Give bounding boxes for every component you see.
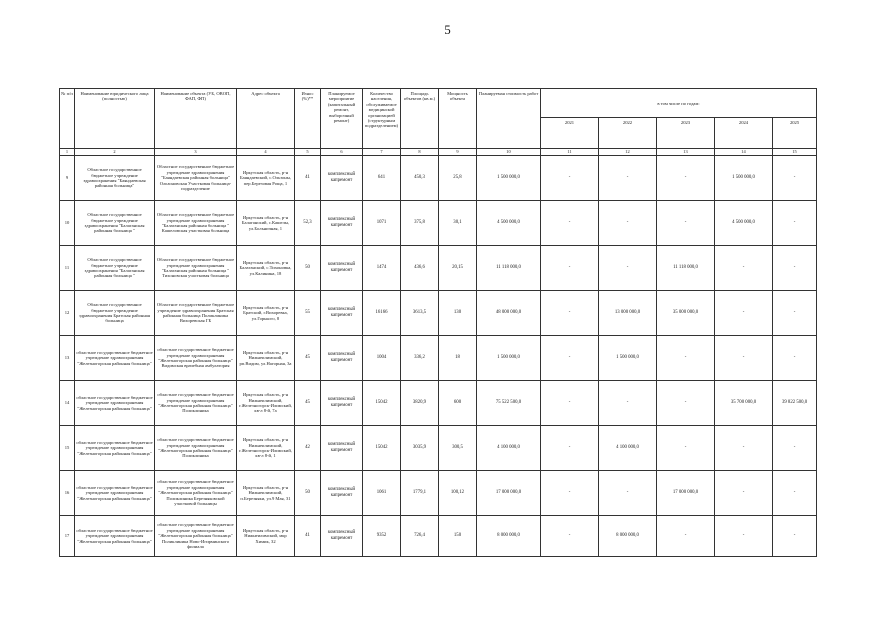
table-body <box>60 156 817 557</box>
cost-2021: - <box>541 246 599 291</box>
object-address: Иркутская область, р-н Нижнеилимский, г.Железногорск-Илимский, кв-л 8-й, 7а <box>237 381 295 426</box>
object-area: 3035,9 <box>401 426 439 471</box>
header-no: № п/п <box>60 89 75 149</box>
column-number: 8 <box>401 149 439 156</box>
header-measure: Планируемое мероприятие (капитальный ремонт, выборочный ремонт) <box>321 89 363 149</box>
column-number: 4 <box>237 149 295 156</box>
planned-cost: 4 100 000,0 <box>477 426 541 471</box>
cost-2021: - <box>541 291 599 336</box>
row-number: 14 <box>60 381 75 426</box>
planned-measure: комплексный капремонт <box>321 246 363 291</box>
object-name: Областное государственное бюджетное учреждение здравоохранения Братская районная больница Поликлиника Вихоревская ГБ <box>155 291 237 336</box>
row-number: 13 <box>60 336 75 381</box>
header-address: Адрес объекта <box>237 89 295 149</box>
column-number: 3 <box>155 149 237 156</box>
cost-2022: 4 100 000,0 <box>599 426 657 471</box>
object-area: 3820,9 <box>401 381 439 426</box>
cost-2023: 11 118 000,0 <box>657 246 715 291</box>
cost-2022: 13 000 000,0 <box>599 291 657 336</box>
column-number: 12 <box>599 149 657 156</box>
wear-percent: 42 <box>295 426 321 471</box>
entity-name: областное государственное бюджетное учреждение здравоохранения "Железногорская районная больница" <box>75 516 155 557</box>
wear-percent: 52,3 <box>295 201 321 246</box>
planned-measure: комплексный капремонт <box>321 156 363 201</box>
wear-percent: 45 <box>295 336 321 381</box>
table-row <box>60 381 817 426</box>
header-cost: Планируемая стоимость работ <box>477 89 541 149</box>
header-population: Количество населения, обслуживаемое медицинской организацией (структурным подразделением) <box>363 89 401 149</box>
cost-2024: 4 500 000,0 <box>715 201 773 246</box>
object-capacity: 300,5 <box>439 426 477 471</box>
cost-2025: - <box>773 426 817 471</box>
wear-percent: 50 <box>295 471 321 516</box>
planned-measure: комплексный капремонт <box>321 201 363 246</box>
column-number: 6 <box>321 149 363 156</box>
planned-cost: 11 118 000,0 <box>477 246 541 291</box>
cost-2024: - <box>715 336 773 381</box>
object-name: областное государственное бюджетное учреждение здравоохранения "Железногорская районная больница" Видимская врачебная амбулатория <box>155 336 237 381</box>
header-wear: Износ (%)** <box>295 89 321 149</box>
object-address: Иркутская область, р-н Нижнеилимский, рп.Видим, ул.Нагорная, 3а <box>237 336 295 381</box>
planned-cost: 4 500 000,0 <box>477 201 541 246</box>
table-row <box>60 516 817 557</box>
column-number: 1 <box>60 149 75 156</box>
object-address: Иркутская область, р-н Балаганский, с.Тихоновка, ул.Калинина, 18 <box>237 246 295 291</box>
cost-2025: - <box>773 201 817 246</box>
row-number: 16 <box>60 471 75 516</box>
cost-2022: - <box>599 246 657 291</box>
wear-percent: 50 <box>295 246 321 291</box>
population-served: 641 <box>363 156 401 201</box>
planned-cost: 75 522 500,0 <box>477 381 541 426</box>
cost-2024: - <box>715 291 773 336</box>
column-number: 13 <box>657 149 715 156</box>
entity-name: областное государственное бюджетное учреждение здравоохранения "Железногорская районная больница" <box>75 426 155 471</box>
header-entity: Наименование юридического лица (полностью) <box>75 89 155 149</box>
object-name: Областное государственное бюджетное учреждение здравоохранения "Баяндаевская районная больница" Ользоновская Участковая больница-подразделение <box>155 156 237 201</box>
object-area: 726,4 <box>401 516 439 557</box>
cost-2023: - <box>657 336 715 381</box>
header-year: 2025 <box>773 118 817 149</box>
header-by-year: в том числе по годам: <box>541 89 817 118</box>
population-served: 15042 <box>363 381 401 426</box>
cost-2025: - <box>773 336 817 381</box>
cost-2023: - <box>657 426 715 471</box>
cost-2024: - <box>715 471 773 516</box>
planned-cost: 1 500 000,0 <box>477 156 541 201</box>
object-capacity: 600 <box>439 381 477 426</box>
planned-measure: комплексный капремонт <box>321 336 363 381</box>
object-name: Областное государственное бюджетное учреждение здравоохранения "Балаганская районная больница " Кашеловская участковая больница <box>155 201 237 246</box>
entity-name: Областное государственное бюджетное учреждение здравоохранения "Баяндаевская районная больница" <box>75 156 155 201</box>
object-name: Областное государственное бюджетное учреждение здравоохранения "Балаганская районная больница " Тихоновская участковая больница <box>155 246 237 291</box>
cost-2022: - <box>599 156 657 201</box>
row-number: 11 <box>60 246 75 291</box>
object-capacity: 150 <box>439 516 477 557</box>
cost-2025: - <box>773 291 817 336</box>
cost-2023: 17 000 000,0 <box>657 471 715 516</box>
cost-2022: 8 000 000,0 <box>599 516 657 557</box>
row-number: 10 <box>60 201 75 246</box>
column-number: 11 <box>541 149 599 156</box>
entity-name: областное государственное бюджетное учреждение здравоохранения "Железногорская районная больница" <box>75 336 155 381</box>
object-name: областное государственное бюджетное учреждение здравоохранения "Железногорская районная больница" Поликлиника <box>155 381 237 426</box>
table-row <box>60 471 817 516</box>
column-number: 9 <box>439 149 477 156</box>
object-capacity: 25,8 <box>439 156 477 201</box>
cost-2025: - <box>773 156 817 201</box>
table-row <box>60 291 817 336</box>
column-number: 14 <box>715 149 773 156</box>
object-address: Иркутская область, р-н Братский, г.Вихоревка, ул.Горького, 8 <box>237 291 295 336</box>
row-number: 17 <box>60 516 75 557</box>
entity-name: областное государственное бюджетное учреждение здравоохранения "Железногорская районная больница" <box>75 471 155 516</box>
cost-2021: - <box>541 336 599 381</box>
cost-2021: - <box>541 381 599 426</box>
row-number: 15 <box>60 426 75 471</box>
cost-2021: - <box>541 426 599 471</box>
planned-measure: комплексный капремонт <box>321 291 363 336</box>
object-name: областное государственное бюджетное учреждение здравоохранения "Железногорская районная больница" Поликлиника Березняковской участковой больницы <box>155 471 237 516</box>
cost-2021: - <box>541 201 599 246</box>
object-capacity: 130 <box>439 291 477 336</box>
cost-2024: - <box>715 516 773 557</box>
header-year: 2022 <box>599 118 657 149</box>
column-number-row <box>60 149 817 156</box>
planned-measure: комплексный капремонт <box>321 471 363 516</box>
cost-2023: - <box>657 516 715 557</box>
cost-2023: - <box>657 156 715 201</box>
cost-2023: 35 000 000,0 <box>657 291 715 336</box>
column-number: 15 <box>773 149 817 156</box>
object-area: 375,8 <box>401 201 439 246</box>
entity-name: областное государственное бюджетное учреждение здравоохранения "Железногорская районная больница" <box>75 381 155 426</box>
object-address: Иркутская область, р-н Нижнеилимский, п.Березняки, ул.9 Мая, 31 <box>237 471 295 516</box>
cost-2024: 1 500 000,0 <box>715 156 773 201</box>
header-year: 2024 <box>715 118 773 149</box>
object-name: областное государственное бюджетное учреждение здравоохранения "Железногорская районная больница" Поликлиника Ново-Игирминского филиала <box>155 516 237 557</box>
column-number: 7 <box>363 149 401 156</box>
object-capacity: 20,15 <box>439 246 477 291</box>
planned-measure: комплексный капремонт <box>321 516 363 557</box>
population-served: 9352 <box>363 516 401 557</box>
population-served: 1004 <box>363 336 401 381</box>
object-address: Иркутская область, р-н Балаганский, с.Кашелы, ул.Больничная, 1 <box>237 201 295 246</box>
object-area: 436,6 <box>401 246 439 291</box>
planned-cost: 1 500 000,0 <box>477 336 541 381</box>
header-area: Площадь объектов (кв.м.) <box>401 89 439 149</box>
cost-2022: 1 500 000,0 <box>599 336 657 381</box>
object-capacity: 100,12 <box>439 471 477 516</box>
column-number: 5 <box>295 149 321 156</box>
cost-2024: - <box>715 426 773 471</box>
table-row <box>60 156 817 201</box>
cost-2025: - <box>773 471 817 516</box>
planned-cost: 48 000 000,0 <box>477 291 541 336</box>
cost-2025: - <box>773 516 817 557</box>
population-served: 16166 <box>363 291 401 336</box>
row-number: 9 <box>60 156 75 201</box>
cost-2022: - <box>599 471 657 516</box>
object-address: Иркутская область, р-н Баяндаевский, с.Ользоны, пер.Березовая Роща, 1 <box>237 156 295 201</box>
planned-cost: 17 000 000,0 <box>477 471 541 516</box>
page-number: 5 <box>444 22 451 37</box>
population-served: 1061 <box>363 471 401 516</box>
table-row <box>60 336 817 381</box>
planned-measure: комплексный капремонт <box>321 426 363 471</box>
population-served: 1071 <box>363 201 401 246</box>
entity-name: Областное государственное бюджетное учреждение здравоохранения "Балаганская районная больница " <box>75 246 155 291</box>
cost-2022: - <box>599 201 657 246</box>
wear-percent: 41 <box>295 156 321 201</box>
planned-cost: 8 000 000,0 <box>477 516 541 557</box>
wear-percent: 41 <box>295 516 321 557</box>
cost-2023: - <box>657 201 715 246</box>
header-year: 2021 <box>541 118 599 149</box>
header-object: Наименование объекта (УБ, ОВОП, ФАП, ФП) <box>155 89 237 149</box>
object-capacity: 18 <box>439 336 477 381</box>
column-number: 10 <box>477 149 541 156</box>
cost-2021: - <box>541 471 599 516</box>
entity-name: Областное государственное бюджетное учреждение здравоохранения "Балаганская районная больница " <box>75 201 155 246</box>
cost-2024: - <box>715 246 773 291</box>
object-area: 450,3 <box>401 156 439 201</box>
object-address: Иркутская область, р-н Нижнеилимский, мкр Химик, 32 <box>237 516 295 557</box>
planned-measure: комплексный капремонт <box>321 381 363 426</box>
row-number: 12 <box>60 291 75 336</box>
entity-name: Областное государственное бюджетное учреждение здравоохранения Братская районная больница <box>75 291 155 336</box>
object-address: Иркутская область, р-н Нижнеилимский, г.Железногорск-Илимский, кв-л 8-й, 1 <box>237 426 295 471</box>
cost-2021: - <box>541 156 599 201</box>
wear-percent: 45 <box>295 381 321 426</box>
cost-2025: 39 822 500,0 <box>773 381 817 426</box>
table-row <box>60 426 817 471</box>
cost-2021: - <box>541 516 599 557</box>
object-area: 336,2 <box>401 336 439 381</box>
header-capacity: Мощность объекта <box>439 89 477 149</box>
cost-2025: - <box>773 246 817 291</box>
facilities-table <box>59 88 817 557</box>
object-area: 1779,1 <box>401 471 439 516</box>
object-area: 3613,5 <box>401 291 439 336</box>
table-row <box>60 201 817 246</box>
cost-2023: - <box>657 381 715 426</box>
object-name: областное государственное бюджетное учреждение здравоохранения "Железногорская районная больница" Поликлиника <box>155 426 237 471</box>
column-number: 2 <box>75 149 155 156</box>
cost-2024: 35 700 000,0 <box>715 381 773 426</box>
wear-percent: 55 <box>295 291 321 336</box>
object-capacity: 30,1 <box>439 201 477 246</box>
cost-2022: - <box>599 381 657 426</box>
table-row <box>60 246 817 291</box>
header-year: 2023 <box>657 118 715 149</box>
population-served: 15042 <box>363 426 401 471</box>
population-served: 1474 <box>363 246 401 291</box>
